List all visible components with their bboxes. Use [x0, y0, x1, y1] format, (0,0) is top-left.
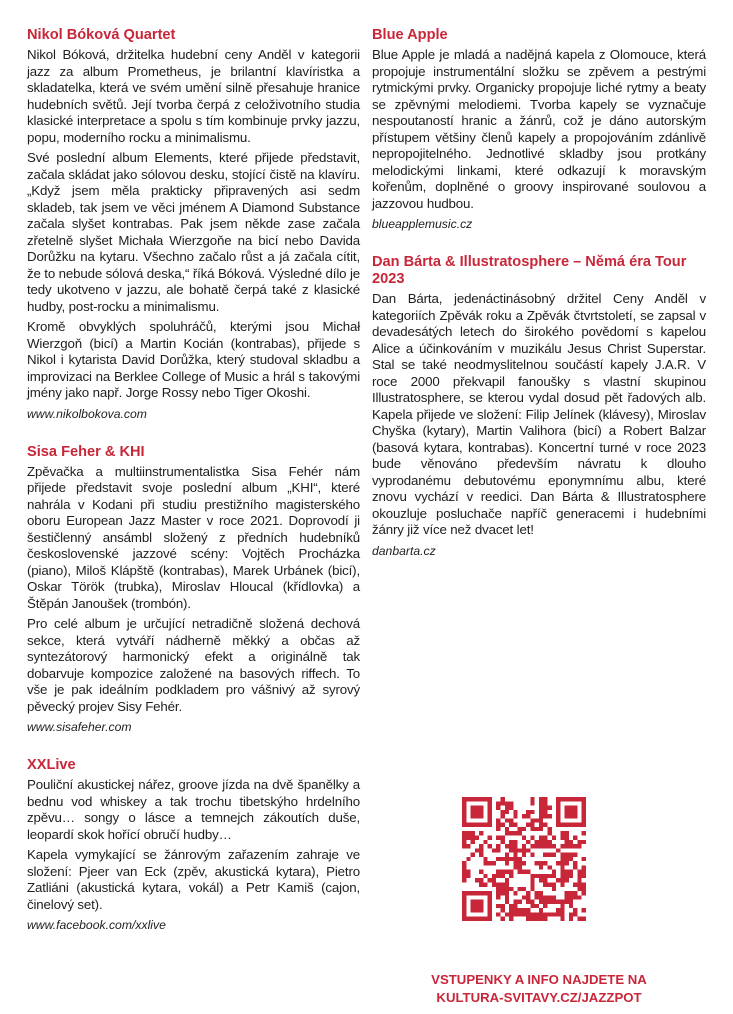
right-column — [372, 27, 706, 581]
qr-code-icon[interactable] — [462, 797, 586, 921]
section-xxlive — [27, 757, 360, 933]
paragraph: Kromě obvyklých spoluhráčů, kterými jsou Michał Wierzgoň (bicí) a Martin Kocián (kontrabas), přijede s Nikol i kytarista David Dorůžka, který studoval skladbu a improvizaci na Berklee College of Music a hrál s takovými jmény jako např. Jorge Rossy nebo Tiger Okoshi. — [27, 319, 360, 400]
paragraph: Pro celé album je určující netradičně složená dechová sekce, která vytváří nádherně měkký a občas až syntezátorový harmonický efekt a originálně tak dobarvuje kompozice založené na basových riffech. To vše je pak ideálním podkladem pro vášnivý až syrový pěvecký projev Sisy Fehér. — [27, 616, 360, 714]
paragraph: Nikol Bóková, držitelka hudební ceny Anděl v kategorii jazz za album Prometheus, je brilantní klavíristka a skladatelka, která ve svém umění silně přesahuje hranice hudebních světů. Její tvorba čerpá z celoživotního studia klasické interpretace a spolu s tím kombinuje prvky jazzu, popu, moderního rocku a minimalismu. — [27, 47, 360, 145]
website-link[interactable]: blueapplemusic.cz — [372, 217, 473, 231]
section-title: Blue Apple — [372, 27, 448, 43]
paragraph: Pouliční akustickej nářez, groove jízda na dvě španělky a bednu vod whiskey a tak trochu tibetskýho hrdelního zpěvu… songy o lásce a temnejch zákoutích duše, leopardí skok hořící obručí hudby… — [27, 777, 360, 842]
paragraph: Blue Apple je mladá a nadějná kapela z Olomouce, která propojuje instrumentální složku se zpěvem a pestrými rytmickými prvky. Organicky propojuje liché rytmy a beaty se zpěvnými melodiemi. Tvorba kapely se vyznačuje nespoutaností hranic a žánrů, což je dáno autorským přístupem většiny členů kapely a propojováním zdánlivě nepropojitelného. Jednotlivé skladby jsou protkány melodickými linkami, které odkazují k moravským kořenům, doplněné o groovy inspirované soulovou a jazzovou hudbou. — [372, 47, 706, 211]
section-title: Dan Bárta & Illustratosphere – Němá éra Tour 2023 — [372, 254, 687, 287]
section-dan-barta — [372, 254, 706, 559]
paragraph: Své poslední album Elements, které přijede představit, začala skládat jako sólovou desku, stojící čistě na klavíru. „Když jsem měla prakticky připravených asi sedm skladeb, tak jsem ve věci jménem A Diamond Substance začala slyšet kontrabas. Pak jsem někde zase začala zřetelně slyšet Michała Wierzgoňe na bicí nebo Davida Dorůžku na kytaru. Všechno začalo růst a já začala cítit, že to nebude sólová deska,“ říká Bóková. Výsledné dílo je tedy ukotveno v jazzu, ale bohatě čerpá také z klasické hudby, post-rocku a minimalismu. — [27, 150, 360, 314]
section-title: XXLive — [27, 757, 76, 773]
website-link[interactable]: danbarta.cz — [372, 543, 436, 558]
website-link[interactable]: www.facebook.com/xxlive — [27, 918, 166, 932]
tickets-line: VSTUPENKY A INFO NAJDETE NA — [431, 972, 647, 987]
tickets-url[interactable]: KULTURA-SVITAVY.CZ/JAZZPOT — [436, 990, 642, 1005]
website-link[interactable]: www.nikolbokova.com — [27, 406, 147, 421]
paragraph: Dan Bárta, jedenáctinásobný držitel Ceny Anděl v kategoriích Zpěvák roku a Zpěvák čtvrtstoletí, se zapsal v devadesátých letech do širokého povědomí s kapelou Alice a účinkováním v muzikálu Jesus Christ Superstar. Stal se také neodmyslitelnou součástí kapely J.A.R. V roce 2000 překvapil fanoušky s vlastní skupinou Illustratosphere, se kterou vydal dosud pět řadových alb. Kapela přijede ve složení: Filip Jelínek (klávesy), Miroslav Chyška (kytary), Martin Valihora (bicí) a Robert Balzar (basová kytara, kontrabas). Koncertní turné v roce 2023 bude věnováno především návratu k dlouho vyprodanému debutovému eponymnímu albu, které znovu vychází v reedici. Dan Bárta & Illustratosphere okouzluje posluchače napříč generacemi i hudebními žánry již více než dvacet let! — [372, 291, 706, 537]
section-blue-apple — [372, 27, 706, 232]
paragraph: Zpěvačka a multiinstrumentalistka Sisa Fehér nám přijede představit svoje poslední album „KHI“, které nahrála v Kodani při studiu prestižního magisterského oboru European Jazz Master v roce 2021. Doprovodí ji šestičlenný ansámbl složený z předních hudebníků československé jazzové scény: Vojtěch Procházka (piano), Miloš Klápště (kontrabas), Marek Urbánek (bicí), Oskar Török (trubka), Miroslav Hloucal (křídlovka) a Štěpán Janoušek (trombón). — [27, 463, 360, 611]
section-title: Sisa Feher & KHI — [27, 443, 145, 460]
section-title: Nikol Bóková Quartet — [27, 27, 176, 43]
section-nikol-bokova — [27, 27, 360, 422]
tickets-info — [372, 971, 706, 1007]
paragraph: Kapela vymykající se žánrovým zařazením zahraje ve složení: Pjeer van Eck (zpěv, akustická kytara), Pietro Zatliáni (akustická kytara, vokál) a Petr Kamiš (cajon, činelový set). — [27, 847, 360, 912]
section-sisa-feher — [27, 444, 360, 736]
left-column — [27, 27, 360, 955]
website-link[interactable]: www.sisafeher.com — [27, 720, 132, 734]
